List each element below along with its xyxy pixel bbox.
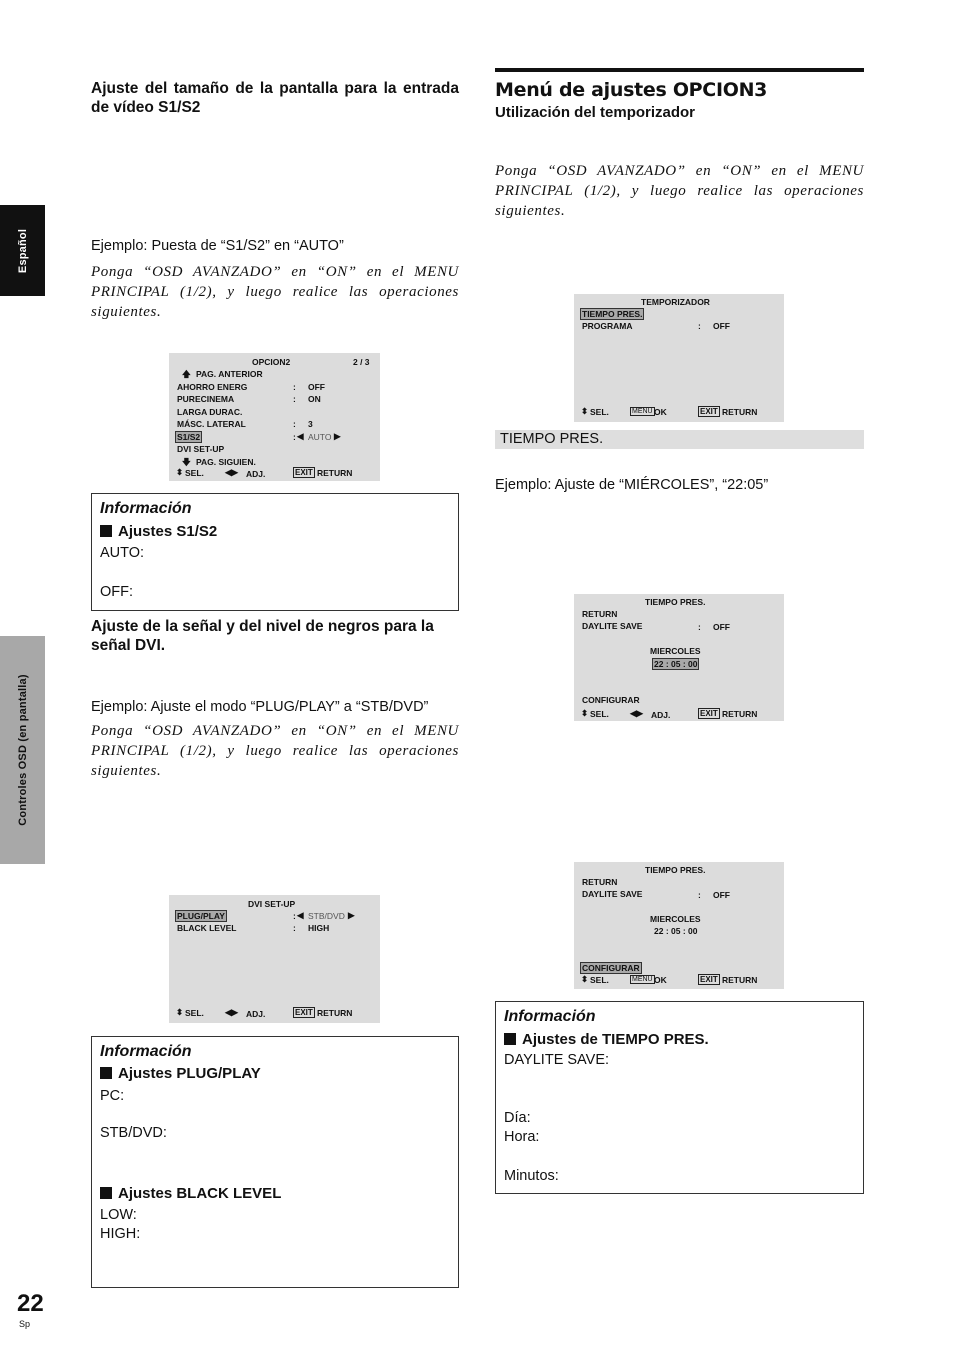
up-down-arrow-icon: ⬍: [581, 708, 589, 718]
osd-adj-label: ADJ.: [246, 1009, 266, 1019]
info-line: STB/DVD:: [100, 1125, 167, 1141]
osd-row-sep: :: [293, 432, 296, 442]
osd-row-value: OFF: [713, 321, 730, 331]
dvi-example: Ejemplo: Ajuste el modo “PLUG/PLAY” a “STB/DVD”: [91, 699, 429, 715]
up-arrow-icon: 🡅: [182, 369, 191, 379]
info-subtitle: [100, 1185, 281, 1202]
info-box-dvi: [91, 1036, 459, 1288]
osd-time-selected: 22 : 05 : 00: [654, 659, 698, 669]
osd-exit-key: EXIT: [295, 468, 313, 477]
osd-return-label: RETURN: [722, 407, 758, 417]
osd-row-value: ON: [308, 394, 321, 404]
osd-row-label: DAYLITE SAVE: [582, 621, 643, 631]
osd-sel-label: SEL.: [590, 975, 609, 985]
timer-example: Ejemplo: Ajuste de “MIÉRCOLES”, “22:05”: [495, 477, 769, 493]
osd-day: MIERCOLES: [650, 914, 701, 924]
osd-title: TIEMPO PRES.: [645, 597, 706, 607]
section-tab-label: Controles OSD (en pantalla): [16, 674, 29, 826]
osd-time: 22 : 05 : 00: [654, 926, 698, 936]
osd-timer-screen: [574, 294, 784, 422]
info-box-s1s2: [91, 493, 459, 611]
osd-title: OPCION2: [252, 357, 291, 367]
osd-dvi-screen: [169, 895, 380, 1023]
dvi-heading: Ajuste de la señal y del nivel de negros para la señal DVI.: [91, 618, 434, 654]
osd-return-label: RETURN: [317, 1008, 353, 1018]
osd-row-label-selected: PLUG/PLAY: [177, 911, 225, 921]
osd-row-sep: :: [698, 321, 701, 331]
osd-row-label: LARGA DURAC.: [177, 407, 243, 417]
osd-row-sep: :: [293, 394, 296, 404]
osd-row-value: STB/DVD: [308, 911, 345, 921]
osd-next-page: PAG. SIGUIEN.: [196, 457, 256, 467]
info-line: PC:: [100, 1088, 125, 1104]
osd-row-label: AHORRO ENERG: [177, 382, 248, 392]
osd-sel-label: SEL.: [185, 468, 204, 478]
osd-row-value: 3: [308, 419, 313, 429]
osd-return-label: RETURN: [317, 468, 353, 478]
info-subtitle-text: Ajustes PLUG/PLAY: [118, 1065, 261, 1082]
osd-row-label: RETURN: [582, 609, 618, 619]
s1s2-heading: Ajuste del tamaño de la pantalla para la entrada de vídeo S1/S2: [91, 80, 459, 116]
osd-title: TEMPORIZADOR: [641, 297, 710, 307]
left-arrow-icon: ◀: [297, 431, 304, 441]
page-lang-code: Sp: [19, 1319, 31, 1329]
osd-row-label: PURECINEMA: [177, 394, 235, 404]
left-right-arrow-icon: ◀▶: [630, 708, 644, 718]
osd-row-label: DAYLITE SAVE: [582, 889, 643, 899]
osd-row-label: BLACK LEVEL: [177, 923, 237, 933]
osd-row-label: MÁSC. LATERAL: [177, 419, 246, 429]
tiempo-pres-bar-label: TIEMPO PRES.: [500, 431, 604, 447]
s1s2-note: Ponga “OSD AVANZADO” en “ON” en el MENU PRINCIPAL (1/2), y luego realice las operaciones siguientes.: [91, 264, 459, 320]
osd-sel-label: SEL.: [590, 709, 609, 719]
osd-row-value: OFF: [713, 890, 730, 900]
osd-row-sep: :: [698, 890, 701, 900]
section-subheading: Utilización del temporizador: [495, 104, 696, 121]
info-title: Información: [504, 1008, 596, 1025]
osd-row-label: PROGRAMA: [582, 321, 633, 331]
square-bullet-icon: [100, 1187, 112, 1199]
page-number: 22: [17, 1290, 44, 1317]
osd-row-value: OFF: [713, 622, 730, 632]
left-right-arrow-icon: ◀▶: [225, 467, 239, 477]
info-subtitle-text: Ajustes de TIEMPO PRES.: [522, 1031, 709, 1048]
osd-row-sep: :: [698, 622, 701, 632]
osd-opcion2-screen: [169, 353, 380, 481]
info-line: DAYLITE SAVE:: [504, 1052, 610, 1068]
osd-row-sep: :: [293, 923, 296, 933]
info-subtitle: [100, 1065, 261, 1082]
osd-title: TIEMPO PRES.: [645, 865, 706, 875]
osd-time-screen-2: [574, 862, 784, 989]
left-arrow-icon: ◀: [297, 910, 304, 920]
osd-row-value: HIGH: [308, 923, 330, 933]
left-right-arrow-icon: ◀▶: [225, 1007, 239, 1017]
info-subtitle: [504, 1031, 709, 1048]
osd-ok-label: OK: [654, 407, 667, 417]
osd-menu-key: MENU: [632, 408, 653, 415]
osd-row-label-selected: TIEMPO PRES.: [582, 309, 643, 319]
info-line: Minutos:: [504, 1168, 559, 1184]
info-line: Día:: [504, 1110, 531, 1126]
info-title: Información: [100, 1043, 192, 1060]
osd-row-sep: :: [293, 419, 296, 429]
osd-time-screen-1: [574, 594, 784, 721]
osd-page-indicator: 2 / 3: [353, 357, 370, 367]
osd-exit-key: EXIT: [295, 1008, 313, 1017]
osd-menu-key: MENU: [632, 976, 653, 983]
info-title: Información: [100, 500, 192, 517]
info-line: OFF:: [100, 584, 134, 600]
osd-exit-key: EXIT: [700, 407, 718, 416]
tiempo-pres-bar: [495, 430, 864, 449]
osd-row-value: OFF: [308, 382, 325, 392]
down-arrow-icon: 🡇: [182, 457, 191, 467]
section-heading: Menú de ajustes OPCION3: [495, 79, 768, 101]
up-down-arrow-icon: ⬍: [176, 1007, 184, 1017]
info-subtitle-text: Ajustes S1/S2: [118, 523, 218, 540]
osd-adj-label: ADJ.: [246, 469, 266, 479]
right-arrow-icon: ▶: [348, 910, 355, 920]
info-subtitle-text: Ajustes BLACK LEVEL: [118, 1185, 282, 1202]
osd-sel-label: SEL.: [590, 407, 609, 417]
info-line: AUTO:: [100, 545, 145, 561]
osd-row-sep: :: [293, 382, 296, 392]
osd-row-sep: :: [293, 911, 296, 921]
osd-day: MIERCOLES: [650, 646, 701, 656]
info-line: LOW:: [100, 1207, 137, 1223]
osd-row-label: RETURN: [582, 877, 618, 887]
language-tab: [0, 205, 45, 296]
up-down-arrow-icon: ⬍: [176, 467, 184, 477]
square-bullet-icon: [100, 525, 112, 537]
osd-row-value: AUTO: [308, 432, 332, 442]
osd-exit-key: EXIT: [700, 975, 718, 984]
s1s2-example: Ejemplo: Puesta de “S1/S2” en “AUTO”: [91, 238, 344, 254]
up-down-arrow-icon: ⬍: [581, 974, 589, 984]
osd-exit-key: EXIT: [700, 709, 718, 718]
header-rule: [495, 68, 864, 72]
osd-row-label-selected: CONFIGURAR: [582, 963, 640, 973]
osd-title: DVI SET-UP: [248, 899, 296, 909]
up-down-arrow-icon: ⬍: [581, 406, 589, 416]
osd-prev-page: PAG. ANTERIOR: [196, 369, 263, 379]
section-tab: [0, 636, 45, 864]
dvi-note: Ponga “OSD AVANZADO” en “ON” en el MENU PRINCIPAL (1/2), y luego realice las operaciones siguientes.: [91, 723, 459, 779]
info-line: HIGH:: [100, 1226, 141, 1242]
osd-return-label: RETURN: [722, 709, 758, 719]
info-box-timer: [495, 1001, 864, 1194]
right-arrow-icon: ▶: [334, 431, 341, 441]
osd-row-label-selected: S1/S2: [177, 432, 201, 442]
square-bullet-icon: [504, 1033, 516, 1045]
language-tab-label: Español: [16, 228, 29, 273]
osd-return-label: RETURN: [722, 975, 758, 985]
osd-adj-label: ADJ.: [651, 710, 671, 720]
osd-sel-label: SEL.: [185, 1008, 204, 1018]
square-bullet-icon: [100, 1067, 112, 1079]
info-subtitle: [100, 523, 217, 540]
osd-ok-label: OK: [654, 975, 667, 985]
osd-row-label: DVI SET-UP: [177, 444, 225, 454]
osd-row-label: CONFIGURAR: [582, 695, 640, 705]
info-line: Hora:: [504, 1129, 540, 1145]
timer-note: Ponga “OSD AVANZADO” en “ON” en el MENU PRINCIPAL (1/2), y luego realice las operaciones siguientes.: [495, 163, 864, 219]
